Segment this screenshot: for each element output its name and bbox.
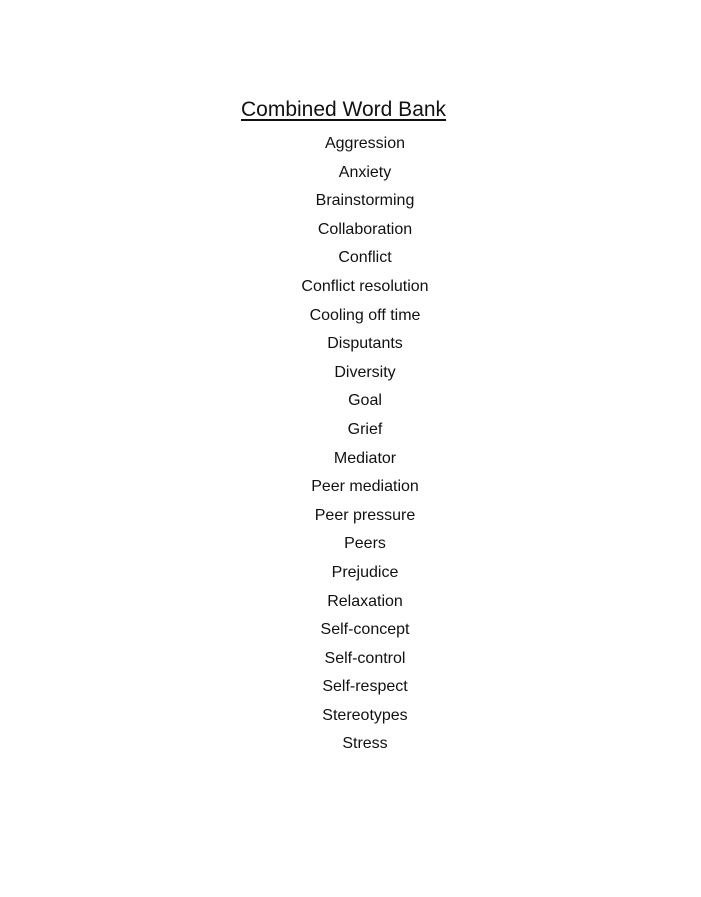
word-item: Disputants bbox=[327, 335, 403, 353]
page-title: Combined Word Bank bbox=[241, 98, 447, 121]
word-item: Conflict resolution bbox=[301, 277, 429, 295]
word-list bbox=[265, 130, 465, 759]
word-item: Relaxation bbox=[327, 592, 403, 610]
word-item: Collaboration bbox=[317, 220, 413, 238]
word-item: Stereotypes bbox=[322, 706, 408, 724]
word-item: Mediator bbox=[333, 449, 397, 467]
word-item: Cooling off time bbox=[309, 306, 421, 324]
word-item: Grief bbox=[347, 420, 383, 438]
word-item: Self-respect bbox=[322, 678, 408, 696]
word-item: Peer pressure bbox=[314, 506, 416, 524]
word-item: Prejudice bbox=[331, 563, 399, 581]
word-item: Aggression bbox=[324, 135, 406, 152]
word-item: Brainstorming bbox=[315, 192, 415, 210]
word-item: Diversity bbox=[334, 363, 396, 381]
word-item: Stress bbox=[342, 735, 388, 753]
word-item: Self-control bbox=[324, 649, 406, 667]
word-item: Self-concept bbox=[320, 621, 410, 639]
word-item: Peers bbox=[344, 535, 386, 553]
word-item: Peer mediation bbox=[311, 478, 419, 496]
word-item: Conflict bbox=[338, 249, 392, 267]
word-item: Anxiety bbox=[338, 163, 392, 181]
word-item: Goal bbox=[348, 392, 382, 410]
